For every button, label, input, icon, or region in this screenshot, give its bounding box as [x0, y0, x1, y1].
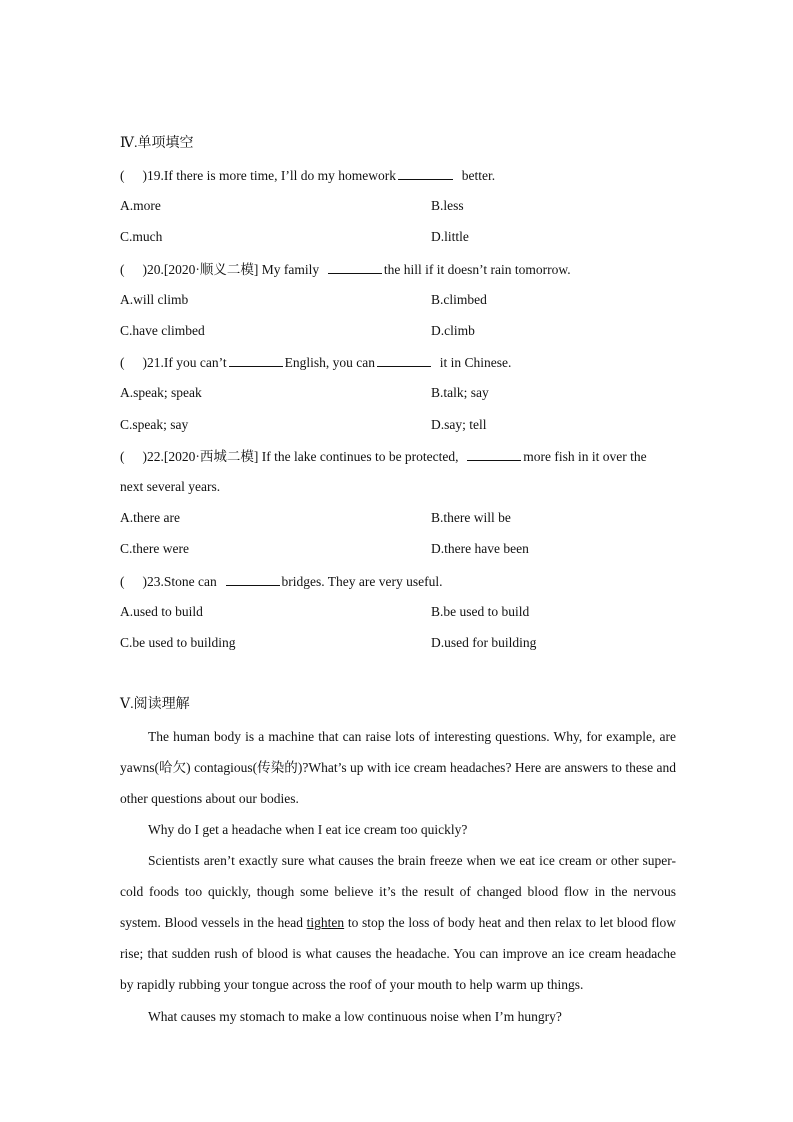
answer-blank[interactable]: [226, 571, 280, 586]
option-b: B.there will be: [431, 510, 511, 525]
paren-open: (: [120, 168, 125, 183]
reading-intro-paragraph: [120, 721, 676, 814]
option-c: C.have climbed: [120, 323, 205, 338]
question-text: [2020·顺义二模] My family: [163, 262, 320, 277]
question-text: Stone can: [163, 574, 217, 589]
question-19: [120, 165, 680, 185]
reading-question-heading: [120, 814, 676, 845]
option-c: C.much: [120, 229, 163, 244]
option-c: C.speak; say: [120, 417, 189, 432]
option-d: D.there have been: [431, 541, 529, 556]
option-c: C.be used to building: [120, 635, 236, 650]
question-text: English, you can: [284, 355, 375, 370]
question-number: )20.: [142, 262, 164, 277]
answer-blank[interactable]: [398, 165, 453, 180]
question-number: )21.: [142, 355, 164, 370]
paragraph-text: The human body is a machine that can raise lots of interesting questions. Why, for example, are yawns(哈欠) contagious(传染的)?What’s up with ice cream headaches? Here are answers to these and other questions about our bodies.: [120, 729, 676, 807]
question-20: [120, 259, 680, 279]
question-number: )19.: [142, 168, 164, 183]
paragraph-text: to stop the loss of body heat and then relax to let blood flow rise; that sudden rush of blood is what causes the headache. You can improve an ice cream headache by rapidly rubbing your tongue across the roof of your mouth to help warm up things.: [120, 915, 676, 993]
paragraph-text: Why do I get a headache when I eat ice cream too quickly?: [148, 822, 468, 837]
question-text: better.: [461, 168, 496, 183]
paren-open: (: [120, 262, 125, 277]
paragraph-text: What causes my stomach to make a low continuous noise when I’m hungry?: [148, 1009, 562, 1024]
answer-blank[interactable]: [467, 446, 521, 461]
option-b: B.be used to build: [431, 604, 530, 619]
question-number: )23.: [142, 574, 164, 589]
paragraph-text: Scientists aren’t exactly sure what causes the brain freeze when we eat ice cream or other super-cold foods too quickly, though some believe it’s the result of changed blood flow in the nervous system. Blood vessels in the head: [120, 853, 676, 931]
option-b: B.climbed: [431, 292, 487, 307]
option-d: D.little: [431, 229, 469, 244]
question-23: [120, 571, 680, 591]
section-4-title: Ⅳ.单项填空: [120, 136, 194, 151]
option-d: D.used for building: [431, 635, 537, 650]
question-21: [120, 352, 680, 372]
question-text: it in Chinese.: [439, 355, 512, 370]
option-a: A.speak; speak: [120, 385, 202, 400]
option-d: D.climb: [431, 323, 475, 338]
question-text: If there is more time, I’ll do my homework: [163, 168, 396, 183]
question-22-continued: next several years.: [120, 479, 221, 494]
question-number: )22.: [142, 449, 164, 464]
option-a: A.used to build: [120, 604, 203, 619]
paren-open: (: [120, 355, 125, 370]
section-5-title: Ⅴ.阅读理解: [120, 697, 190, 712]
option-a: A.more: [120, 198, 161, 213]
question-22: [120, 446, 680, 466]
answer-blank[interactable]: [229, 352, 283, 367]
answer-blank[interactable]: [328, 259, 382, 274]
paren-open: (: [120, 574, 125, 589]
option-a: A.will climb: [120, 292, 189, 307]
paren-open: (: [120, 449, 125, 464]
reading-answer-paragraph: [120, 845, 676, 1000]
underlined-word: tighten: [306, 915, 345, 931]
option-b: B.talk; say: [431, 385, 489, 400]
question-text: the hill if it doesn’t rain tomorrow.: [383, 262, 571, 277]
option-d: D.say; tell: [431, 417, 487, 432]
question-text: bridges. They are very useful.: [281, 574, 443, 589]
reading-question-heading: [120, 1001, 676, 1032]
question-text: more fish in it over the: [523, 449, 647, 464]
question-text: If you can’t: [163, 355, 227, 370]
option-c: C.there were: [120, 541, 189, 556]
option-a: A.there are: [120, 510, 180, 525]
answer-blank[interactable]: [377, 352, 431, 367]
option-b: B.less: [431, 198, 464, 213]
question-text: [2020·西城二模] If the lake continues to be protected,: [163, 449, 459, 464]
